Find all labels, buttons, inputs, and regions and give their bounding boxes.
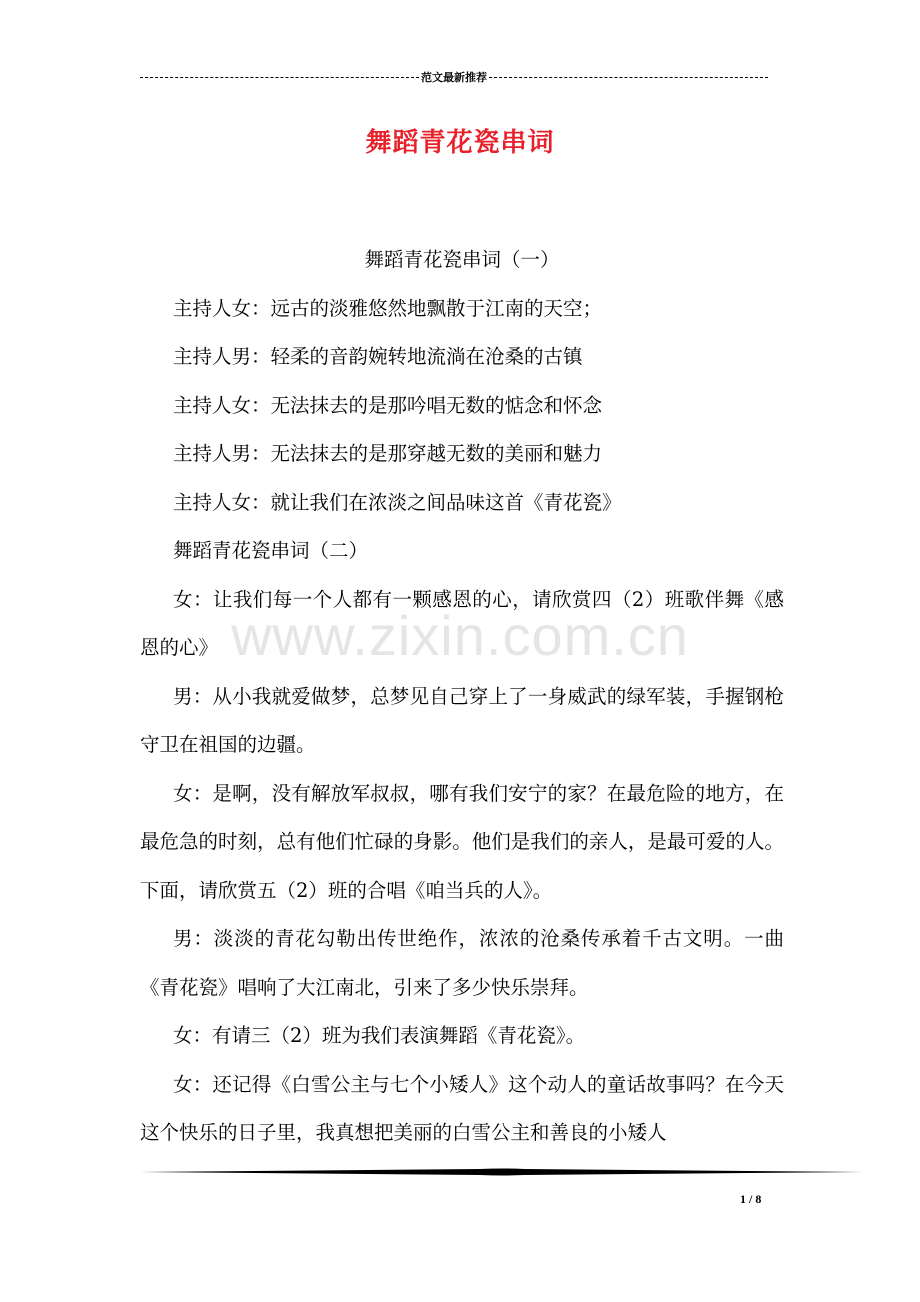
paragraph: 主持人男：轻柔的音韵婉转地流淌在沧桑的古镇 xyxy=(173,345,583,368)
footer-rule xyxy=(140,1164,864,1178)
document-body xyxy=(140,236,784,1158)
paragraph: 女：让我们每一个人都有一颗感恩的心，请欣赏四（2）班歌伴舞《感恩的心》 xyxy=(140,587,784,659)
paragraph: 女：还记得《白雪公主与七个小矮人》这个动人的童话故事吗？在今天这个快乐的日子里，我真想把美丽的白雪公主和善良的小矮人 xyxy=(140,1072,784,1144)
header-dash-left xyxy=(140,77,419,78)
header-rule xyxy=(140,68,768,86)
paragraph: 主持人女：无法抹去的是那吟唱无数的惦念和怀念 xyxy=(173,393,603,417)
header-label: 范文最新推荐 xyxy=(421,72,487,84)
document-title: 舞蹈青花瓷串词 xyxy=(365,128,555,158)
paragraph: 女：有请三（2）班为我们表演舞蹈《青花瓷》。 xyxy=(173,1024,586,1047)
paragraph: 女：是啊，没有解放军叔叔，哪有我们安宁的家？在最危险的地方，在最危急的时刻，总有他们忙碌的身影。他们是我们的亲人，是最可爱的人。下面，请欣赏五（2）班的合唱《咱当兵的人》。 xyxy=(140,781,784,902)
footer-rule-graphic xyxy=(140,1164,864,1178)
paragraph: 男：淡淡的青花勾勒出传世绝作，浓浓的沧桑传承着千古文明。一曲《青花瓷》唱响了大江南北，引来了多少快乐崇拜。 xyxy=(140,927,784,999)
header-dash-right xyxy=(489,77,768,78)
paragraph: 主持人女：就让我们在浓淡之间品味这首《青花瓷》 xyxy=(173,490,622,514)
section-heading-2: 舞蹈青花瓷串词（二） xyxy=(173,539,369,562)
watermark: www.zixin.com.cn xyxy=(231,604,689,667)
page-number: 1 / 8 xyxy=(740,1192,762,1206)
paragraph: 主持人女：远古的淡雅悠然地飘散于江南的天空； xyxy=(173,296,603,320)
paragraph: 主持人男：无法抹去的是那穿越无数的美丽和魅力 xyxy=(173,442,603,465)
paragraph: 男：从小我就爱做梦，总梦见自己穿上了一身威武的绿军装，手握钢枪守卫在祖国的边疆。 xyxy=(140,684,784,756)
section-heading-1: 舞蹈青花瓷串词（一） xyxy=(364,248,560,271)
